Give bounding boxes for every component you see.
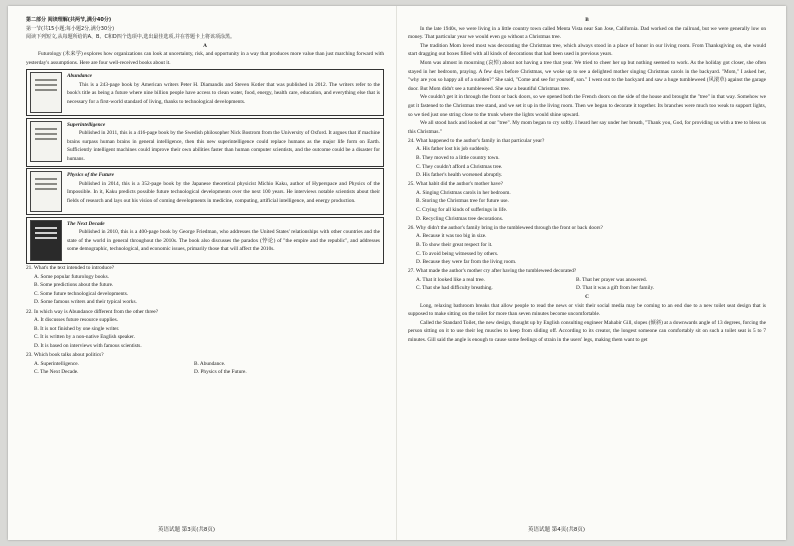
option: D. Physics of the Future. [194, 369, 247, 376]
book-description: Published in 2014, this is a 352-page book by the Japanese theoretical physicist Michio Kaku, author of Hyperspace and Physics of the Impossible. In it, Kaku predicts possible future technological developments over the next 100 years. He interviews notable scientists about their fields of research and lays out his vision of coming developments in medicine, computing, artificial intelligence, and energy production. [67, 180, 380, 204]
option: D. Some famous writers and their typical works. [34, 299, 137, 306]
option: D. That it was a gift from her family. [576, 285, 655, 292]
left-page [26, 16, 384, 516]
passage-b-paragraph: In the late 1940s, we were living in a little country town called Menta Vista near San Jose, California. Dad worked on the railroad, but we were generally low on money. That particular year we would even go without a Christmas tree. [408, 25, 766, 41]
next-decade-cover-icon [30, 220, 62, 261]
book-entry-superintelligence [26, 118, 384, 167]
passage-letter-c: C [585, 294, 589, 300]
option: B. Some predictions about the future. [34, 282, 114, 289]
book-description: This is a 243-page book by American writers Peter H. Diamandis and Steven Kotler that was published in 2012. The writers refer to the book's title as being a future where nine billion people have access to clean water, food, energy, health care, education, and everything else that is necessary for a first-world standard of living, thanks to technological developments. [67, 81, 380, 105]
option: A. Because it was too big in size. [416, 233, 487, 240]
option: C. It is written by a non-native English speaker. [34, 334, 135, 341]
question-stem: 24. What happened to the author's family in that particular year? [408, 137, 545, 144]
option: D. It is based on interviews with famous scientists. [34, 342, 142, 349]
physics-cover-icon [30, 171, 62, 212]
question-stem: 25. What habit did the author's mother have? [408, 181, 503, 188]
passage-a-intro: Futurology (未来学) explores how organizations can look at uncertainty, risk, and opportunity in a way that produces more value than just marching forward with yesterday's assumptions. Here are four well-received books about it. [26, 51, 384, 66]
passage-letter-a: A [203, 42, 207, 49]
book-title: Abundance [67, 73, 93, 80]
option: B. They moved to a little country town. [416, 155, 500, 161]
option: A. Singing Christmas carols in her bedroom. [416, 189, 511, 196]
option: B. It is not finished by one single writer. [34, 325, 120, 332]
question-25 [408, 180, 766, 223]
book-title: Physics of the Future [67, 172, 114, 179]
question-stem: 23. Which book talks about politics? [26, 351, 104, 358]
book-entry-physics-of-the-future [26, 168, 384, 215]
passage-b-paragraph: We all stood back and looked at our "tree". My mom began to cry softly. I heard her say under her breath, "Thank you, God, for providing us with a tree to bless us this Christmas." [408, 120, 766, 135]
book-description: Published in 2010, this is a 400-page book by George Friedman, who addresses the United States' relationships with other countries and the state of the world in general throughout the 2010s. The book also discusses the paradox (悖论) of "the empire and the republic", and addresses some demographic, technological, and economic issues, primarily those that will affect the 2010s. [67, 229, 380, 253]
option: D. Recycling Christmas tree decorations. [416, 215, 504, 222]
abundance-cover-icon [30, 72, 62, 113]
passage-letter-b: B [585, 17, 589, 23]
instructions: 阅读下列短文,从每题所给的A、B、C和D四个选项中,选出最佳选项,并在答题卡上将该项涂黑。 [26, 34, 235, 41]
option: C. That she had difficulty breathing. [416, 285, 493, 292]
option: B. To show their great respect for it. [416, 241, 493, 248]
passage-b-paragraph: We couldn't get it in through the front or back doors, so we opened both the French doors on the side of the house and brought the "tree" in that way. Somehow we got it fastened to the Christmas tree stand, and we set it up in the living room. Then we began to decorate it together. Its branches were much too weak to support lights, so we tied just one string close to the trunk where the lights would shine upward. [408, 94, 766, 118]
question-stem: 27. What made the author's mother cry after having the tumbleweed decorated? [408, 268, 577, 275]
book-title: The Next Decade [67, 220, 105, 227]
option: C. To avoid being witnessed by others. [416, 250, 499, 257]
option: C. They couldn't afford a Christmas tree. [416, 163, 503, 170]
question-stem: 22. In which way is Abundance different from the other three? [26, 308, 159, 315]
book-entry-abundance [26, 69, 384, 116]
question-21 [26, 264, 384, 307]
option: C. Some future technological developments. [34, 290, 129, 297]
book-description: Published in 2011, this is a 416-page book by the Swedish philosopher Nick Bostrom from the University of Oxford. It argues that if machine brains surpass human brains in general intelligence, then this new superintelligence could replace humans as the major life form on Earth. Sufficiently intelligent machines could improve their own abilities faster than human computer scientists, and the outcome could be a disaster for humans. [67, 130, 380, 162]
question-23 [26, 351, 384, 377]
exam-sheet [8, 6, 786, 540]
option: B. Abundance. [194, 360, 226, 367]
page-fold [396, 6, 397, 540]
question-26 [408, 224, 766, 267]
section-heading: 第一节(共15小题;每小题2分,满分30分) [26, 25, 115, 32]
option: A. It discusses future resource supplies. [34, 317, 118, 324]
question-stem: 26. Why didn't the author's family bring in the tumbleweed through the front or back doors? [408, 224, 603, 231]
book-title: Superintelligence [67, 121, 106, 128]
option: D. Because they were far from the living room. [416, 259, 517, 266]
option: B. Storing the Christmas tree for future use. [416, 198, 509, 205]
question-22 [26, 308, 384, 351]
right-page [408, 16, 766, 516]
book-entry-next-decade [26, 217, 384, 264]
passage-b-paragraph: Mom was almost in mourning (哀悼) about not having a tree that year. We tried to cheer her up but nothing seemed to work. As the holiday got closer, she often stayed in her bedroom, praying. A few days before Christmas, we woke up to see a delighted mother singing Christmas carols in the backyard. "Mom," I asked her, "why are you so happy all of a sudden?" She said, "Come and see for yourself, son." I went out to the backyard and saw a huge tumbleweed (风滚草) against the garage door. But Mom didn't see a tumbleweed. She saw a beautiful Christmas tree. [408, 59, 766, 92]
question-24 [408, 137, 766, 180]
option: A. That it looked like a real tree. [416, 276, 485, 283]
part-heading: 第二部分 阅读理解(共两节,满分40分) [26, 17, 112, 23]
option: B. That her prayer was answered. [576, 276, 647, 283]
option: A. Some popular futurology books. [34, 273, 110, 280]
option: A. His father lost his job suddenly. [416, 146, 490, 153]
question-27 [408, 267, 766, 293]
question-stem: 21. What's the text intended to introduce? [26, 265, 115, 272]
option: C. The Next Decade. [34, 369, 79, 376]
owl-cover-icon [30, 121, 62, 162]
option: D. His father's health worsened abruptly. [416, 172, 503, 179]
left-page-footer: 英语试题 第3页(共8页) [158, 527, 216, 533]
passage-c-paragraph: Long, relaxing bathroom breaks that allow people to read the news or visit their social media may be coming to an end due to a new toilet seat design that is supposed to make sitting on the toilet for more than seven minutes become uncomfortable. [408, 302, 766, 318]
option: A. Superintelligence. [34, 360, 79, 367]
option: C. Crying for all kinds of sufferings in life. [416, 207, 508, 214]
right-page-footer: 英语试题 第4页(共8页) [528, 527, 586, 533]
passage-b-paragraph: The tradition Mom loved most was decorating the Christmas tree, which always stood in a place of honor in our living room. From Thanksgiving on, she would start dragging out boxes filled with all kinds of decorations that had been used in previous years. [408, 42, 766, 58]
passage-c-paragraph: Called the Standard Toilet, the new design, thought up by English consulting engineer Mahabir Gill, slopes (倾斜) at a downwards angle of 13 degrees, forcing the person sitting on it to use their leg muscles to keep from sliding off. According to its creator, the longest someone can comfortably sit on such a toilet seat is 5 to 7 minutes. Gill said the angle is enough to cause some feelings of strain in the users' legs, making them want to get [408, 319, 766, 343]
